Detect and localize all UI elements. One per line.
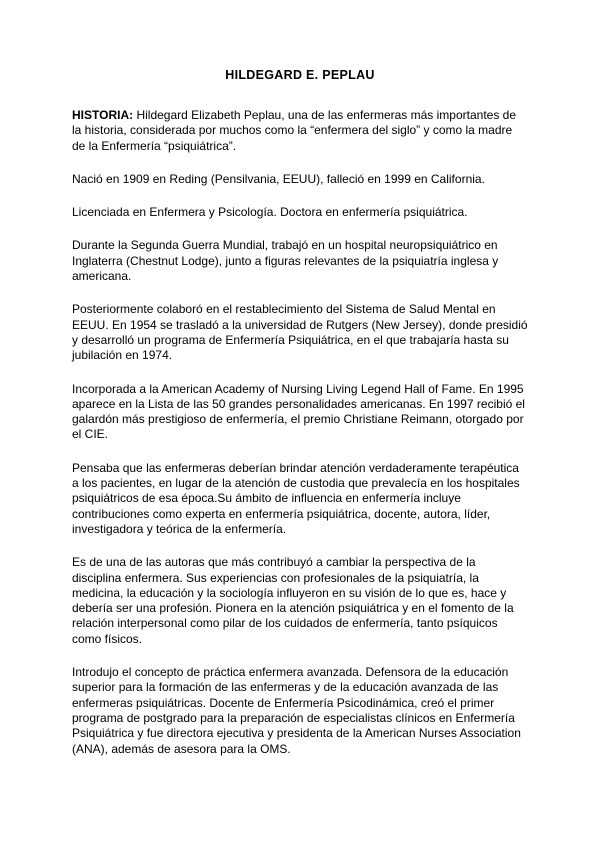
paragraph-advanced-practice: Introdujo el concepto de práctica enfermera avanzada. Defensora de la educación superior para la formación de las enfermeras y de la educación avanzada de las enfermeras psiquiátricas. Docente de Enfermería Psicodinámica, creó el primer programa de postgrado para la preparación de especialistas clínicos en Enfermería Psiquiátrica y fue directora ejecutiva y presidenta de la American Nurses Association (ANA), además de asesora para la OMS.	[72, 665, 521, 756]
intro-paragraph	[72, 108, 528, 154]
intro-lead: HISTORIA:	[72, 108, 134, 122]
paragraph-beliefs: Pensaba que las enfermeras deberían brindar atención verdaderamente terapéutica a los pacientes, en lugar de la atención de custodia que prevalecía en los hospitales psiquiátricos de esa época.Su ámbito de influencia en enfermería incluye contribuciones como experta en enfermería psiquiátrica, docente, autora, líder, investigadora y teórica de la enfermería.	[72, 460, 520, 536]
document-title: HILDEGARD E. PEPLAU	[225, 68, 375, 82]
paragraph-war: Durante la Segunda Guerra Mundial, trabajó en un hospital neuropsiquiátrico en Inglaterra (Chestnut Lodge), junto a figuras relevantes de la psiquiatría inglesa y americana.	[72, 238, 499, 284]
paragraph-birth: Nació en 1909 en Reding (Pensilvania, EEUU), falleció en 1999 en California.	[72, 171, 485, 186]
paragraph-contribution: Es de una de las autoras que más contribuyó a cambiar la perspectiva de la disciplina enfermera. Sus experiencias con profesionales de la psiquiatría, la medicina, la educación y la sociología influyeron en su visión de lo que es, hace y debería ser una profesión. Pionera en la atención psiquiátrica y en el fomento de la relación interpersonal como pilar de los cuidados de enfermería, tanto psíquicos como físicos.	[72, 555, 514, 646]
paragraph-honors: Incorporada a la American Academy of Nursing Living Legend Hall of Fame. En 1995 aparece en la Lista de las 50 grandes personalidades americanas. En 1997 recibió el galardón más prestigioso de enfermería, el premio Christiane Reimann, otorgado por el CIE.	[72, 381, 525, 442]
paragraph-education: Licenciada en Enfermera y Psicología. Doctora en enfermería psiquiátrica.	[72, 205, 468, 220]
paragraph-career: Posteriormente colaboró en el restablecimiento del Sistema de Salud Mental en EEUU. En 1954 se trasladó a la universidad de Rutgers (New Jersey), donde presidió y desarrolló un programa de Enfermería Psiquiátrica, en el que trabajaría hasta su jubilación en 1974.	[72, 302, 528, 363]
document-body	[72, 108, 528, 775]
intro-text: Hildegard Elizabeth Peplau, una de las enfermeras más importantes de la historia, considerada por muchos como la “enfermera del siglo” y como la madre de la Enfermería “psiquiátrica”.	[72, 108, 517, 153]
